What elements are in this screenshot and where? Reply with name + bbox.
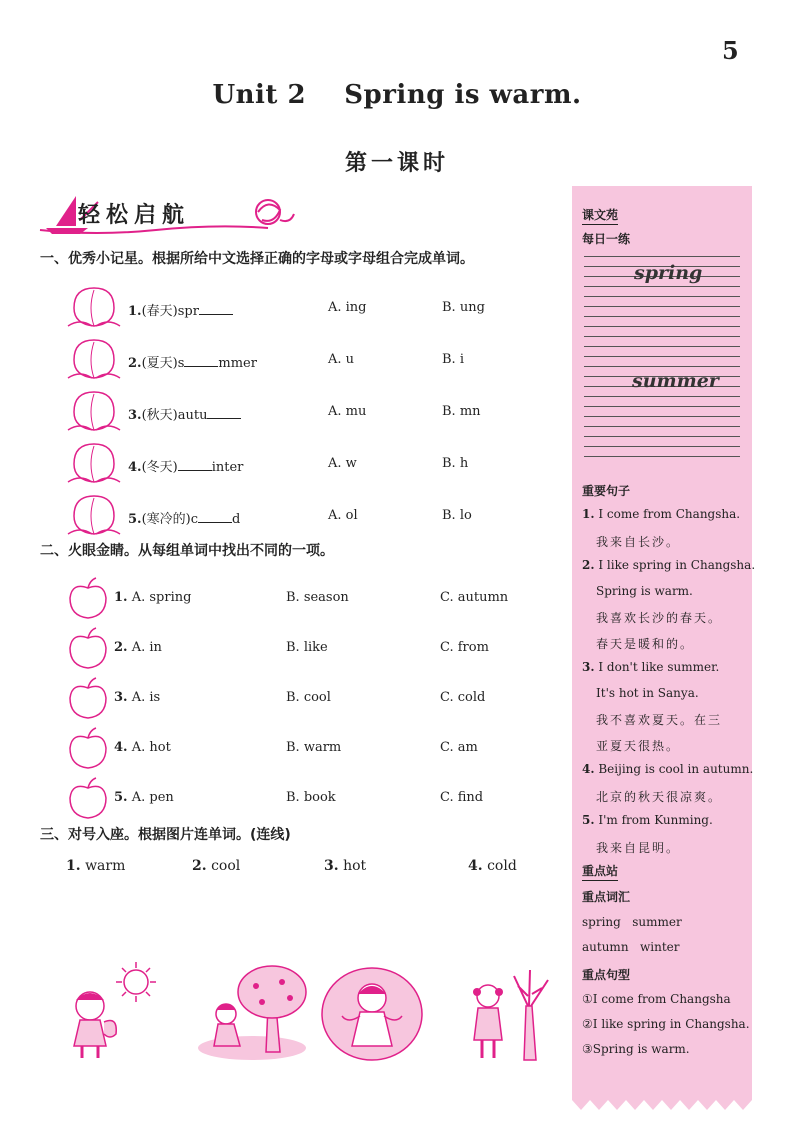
sentence-line: 5. I'm from Kunming. [582,813,713,827]
word-hot: hot [343,858,367,874]
vocab-line: spring summer [582,915,682,929]
handwriting-word-spring: spring [634,262,703,284]
option-b[interactable]: B. ung [442,300,485,315]
fill-in-item [66,334,546,384]
vocab-line: autumn winter [582,940,680,954]
question-text: 3.(秋天)autu [128,404,241,423]
autumn-tree-boy-illustration [196,962,308,1064]
option-b[interactable]: B. mn [442,404,481,419]
peach-icon [66,386,122,434]
key-sentences-title: 重要句子 [582,484,631,498]
option-b[interactable]: B. season [286,590,349,605]
pattern-line: ②I like spring in Changsha. [582,1017,750,1031]
lesson-title: 第一课时 [344,151,449,176]
option-a[interactable]: A. w [328,456,357,471]
option-a[interactable]: 1. A. spring [114,590,192,605]
pattern-line: ①I come from Changsha [582,992,731,1006]
sentence-line: 我喜欢长沙的春天。 [596,611,723,625]
option-b[interactable]: B. book [286,790,336,805]
peach-icon [66,438,122,486]
sentence-line: It's hot in Sanya. [596,685,699,700]
option-b[interactable]: B. h [442,456,469,471]
sentence-line: 3. I don't like summer. [582,660,720,674]
side-heading: 课文苑 [582,206,618,225]
fill-in-item [66,282,546,332]
apple-icon [66,676,110,720]
page-number: 5 [722,36,739,65]
section3-title: 三、对号入座。根据图片连单词。(连线) [40,827,291,843]
option-b[interactable]: B. like [286,640,328,655]
odd-one-out-item [66,776,546,826]
option-a[interactable]: A. ing [328,300,367,315]
question-text: 1.(春天)spr [128,300,233,319]
option-b[interactable]: B. i [442,352,464,367]
word-warm: warm [85,858,126,874]
fill-in-item [66,386,546,436]
side-panel-zigzag [572,1088,752,1110]
option-a[interactable]: 5. A. pen [114,790,174,805]
key-patterns-title: 重点句型 [582,968,631,982]
option-b[interactable]: B. warm [286,740,342,755]
apple-icon [66,576,110,620]
option-b[interactable]: B. cool [286,690,331,705]
page-title: Unit 2 Spring is warm. [212,80,582,110]
odd-one-out-item [66,726,546,776]
key-station-title: 重点站 [582,862,618,881]
cool-girl-illustration [320,964,424,1064]
option-b[interactable]: B. lo [442,508,472,523]
option-a[interactable]: 4. A. hot [114,740,171,755]
fill-in-item [66,438,546,488]
word-cool: cool [211,858,241,874]
peach-icon [66,282,122,330]
option-c[interactable]: C. autumn [440,590,509,605]
sentence-line: 1. I come from Changsha. [582,507,741,521]
option-c[interactable]: C. am [440,740,478,755]
sentence-line: 2. I like spring in Changsha. [582,558,756,572]
sentence-line: 我不喜欢夏天。在三 [596,713,723,727]
odd-one-out-item [66,676,546,726]
peach-icon [66,334,122,382]
key-vocab-title: 重点词汇 [582,890,631,904]
section2-title: 二、火眼金睛。从每组单词中找出不同的一项。 [40,543,334,559]
hot-boy-sun-illustration [60,960,160,1060]
option-a[interactable]: A. mu [328,404,367,419]
option-a[interactable]: 3. A. is [114,690,161,705]
question-text: 5.(寒冷的)c d [128,512,241,527]
sentence-line: 北京的秋天很凉爽。 [596,789,723,804]
fill-in-item [66,490,546,540]
daily-practice-label: 每日一练 [582,232,631,246]
sentence-line: 我来自长沙。 [596,534,681,549]
question-text: 2.(夏天)s mmer [128,356,257,371]
option-a[interactable]: 2. A. in [114,640,162,655]
sentence-line: 4. Beijing is cool in autumn. [582,762,754,776]
question-text: 4.(冬天) inter [128,460,244,475]
apple-icon [66,776,110,820]
sentence-line: 我来自昆明。 [596,840,681,855]
apple-icon [66,626,110,670]
section1-title: 一、优秀小记星。根据所给中文选择正确的字母或字母组合完成单词。 [40,251,474,267]
banner-title: 轻松启航 [78,203,191,228]
word-cold: cold [487,858,517,874]
peach-icon [66,490,122,538]
odd-one-out-item [66,576,546,626]
apple-icon [66,726,110,770]
sentence-line: 春天是暖和的。 [596,636,695,651]
cold-girl-tree-illustration [462,966,558,1064]
option-c[interactable]: C. from [440,640,489,655]
handwriting-word-summer: summer [632,370,719,392]
option-c[interactable]: C. find [440,790,484,805]
sentence-line: 亚夏天很热。 [596,738,681,753]
option-a[interactable]: A. u [328,352,355,367]
option-c[interactable]: C. cold [440,690,486,705]
odd-one-out-item [66,626,546,676]
sentence-line: Spring is warm. [596,583,693,598]
pattern-line: ③Spring is warm. [582,1042,690,1056]
option-a[interactable]: A. ol [328,508,358,523]
